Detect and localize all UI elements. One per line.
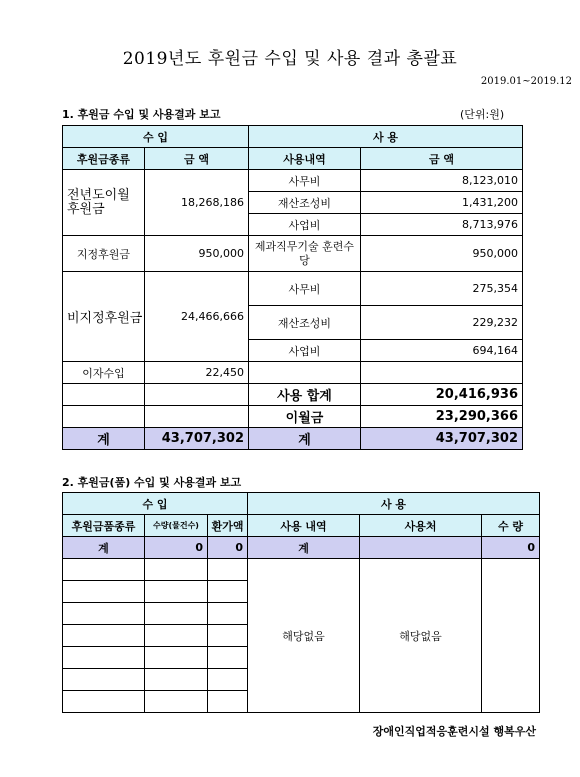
usage-header: 사 용 bbox=[248, 493, 540, 515]
total-value: 0 bbox=[208, 537, 248, 559]
col-value: 환가액 bbox=[208, 515, 248, 537]
usage-total: 43,707,302 bbox=[361, 428, 523, 450]
empty-cell bbox=[482, 559, 540, 713]
carryover-amount: 23,290,366 bbox=[361, 406, 523, 428]
usage-amount: 8,123,010 bbox=[361, 170, 523, 192]
donation-summary-table bbox=[62, 125, 523, 450]
usage-sum-label: 사용 합계 bbox=[249, 384, 361, 406]
empty-cell bbox=[208, 691, 248, 713]
usage-item: 제과직무기술 훈련수당 bbox=[249, 236, 361, 272]
carryover-label: 이월금 bbox=[249, 406, 361, 428]
usage-amount: 8,713,976 bbox=[361, 214, 523, 236]
income-amount: 24,466,666 bbox=[145, 272, 249, 362]
goods-donation-table bbox=[62, 492, 540, 713]
report-period: 2019.01~2019.12 bbox=[480, 76, 572, 87]
usage-total-qty: 0 bbox=[482, 537, 540, 559]
empty-cell bbox=[145, 669, 208, 691]
usage-amount: 229,232 bbox=[361, 306, 523, 340]
document-title: 2019년도 후원금 수입 및 사용 결과 총괄표 bbox=[122, 49, 458, 69]
income-amount: 950,000 bbox=[145, 236, 249, 272]
income-amount: 22,450 bbox=[145, 362, 249, 384]
income-header: 수 입 bbox=[63, 126, 249, 148]
none-usage-item: 해당없음 bbox=[248, 559, 360, 713]
empty-cell bbox=[208, 581, 248, 603]
usage-sum: 20,416,936 bbox=[361, 384, 523, 406]
empty-cell bbox=[360, 537, 482, 559]
empty-cell bbox=[145, 603, 208, 625]
section1-heading: 1. 후원금 수입 및 사용결과 보고 bbox=[62, 108, 221, 121]
usage-total-label: 계 bbox=[248, 537, 360, 559]
col-kind: 후원금품종류 bbox=[63, 515, 145, 537]
usage-item: 재산조성비 bbox=[249, 306, 361, 340]
income-total: 43,707,302 bbox=[145, 428, 249, 450]
usage-item: 사업비 bbox=[249, 340, 361, 362]
empty-cell bbox=[63, 691, 145, 713]
empty-cell bbox=[145, 559, 208, 581]
usage-amount: 950,000 bbox=[361, 236, 523, 272]
usage-item: 사무비 bbox=[249, 170, 361, 192]
none-usage-place: 해당없음 bbox=[360, 559, 482, 713]
empty-cell bbox=[63, 647, 145, 669]
empty-cell bbox=[63, 581, 145, 603]
empty-cell bbox=[249, 362, 361, 384]
empty-cell bbox=[145, 406, 249, 428]
usage-amount: 1,431,200 bbox=[361, 192, 523, 214]
usage-item: 사무비 bbox=[249, 272, 361, 306]
usage-amount: 694,164 bbox=[361, 340, 523, 362]
empty-cell bbox=[63, 406, 145, 428]
income-amount: 18,268,186 bbox=[145, 170, 249, 236]
empty-cell bbox=[361, 362, 523, 384]
empty-cell bbox=[145, 625, 208, 647]
empty-cell bbox=[208, 559, 248, 581]
empty-cell bbox=[63, 625, 145, 647]
usage-item: 재산조성비 bbox=[249, 192, 361, 214]
empty-cell bbox=[145, 581, 208, 603]
col-usage-amount: 금 액 bbox=[361, 148, 523, 170]
section2-heading: 2. 후원금(품) 수입 및 사용결과 보고 bbox=[62, 476, 242, 489]
empty-cell bbox=[145, 647, 208, 669]
empty-cell bbox=[208, 669, 248, 691]
usage-amount: 275,354 bbox=[361, 272, 523, 306]
unit-label: (단위:원) bbox=[460, 108, 505, 121]
empty-cell bbox=[63, 384, 145, 406]
income-type: 전년도이월 후원금 bbox=[63, 170, 145, 236]
income-type: 이자수입 bbox=[63, 362, 145, 384]
col-place: 사용처 bbox=[360, 515, 482, 537]
organization-name: 장애인직업적응훈련시설 행복우산 bbox=[372, 725, 536, 738]
income-type: 지정후원금 bbox=[63, 236, 145, 272]
col-usage-item: 사용내역 bbox=[249, 148, 361, 170]
col-qty: 수량(물건수) bbox=[145, 515, 208, 537]
income-type: 비지정후원금 bbox=[63, 272, 145, 362]
empty-cell bbox=[63, 559, 145, 581]
usage-header: 사 용 bbox=[249, 126, 523, 148]
usage-total-label: 계 bbox=[249, 428, 361, 450]
empty-cell bbox=[145, 384, 249, 406]
empty-cell bbox=[63, 603, 145, 625]
usage-item: 사업비 bbox=[249, 214, 361, 236]
income-header: 수 입 bbox=[63, 493, 248, 515]
col-income-type: 후원금종류 bbox=[63, 148, 145, 170]
empty-cell bbox=[63, 669, 145, 691]
total-qty: 0 bbox=[145, 537, 208, 559]
empty-cell bbox=[208, 625, 248, 647]
income-total-label: 계 bbox=[63, 428, 145, 450]
empty-cell bbox=[145, 691, 208, 713]
total-label: 계 bbox=[63, 537, 145, 559]
empty-cell bbox=[208, 647, 248, 669]
col-usage-qty: 수 량 bbox=[482, 515, 540, 537]
col-usage-item: 사용 내역 bbox=[248, 515, 360, 537]
col-amount: 금 액 bbox=[145, 148, 249, 170]
empty-cell bbox=[208, 603, 248, 625]
